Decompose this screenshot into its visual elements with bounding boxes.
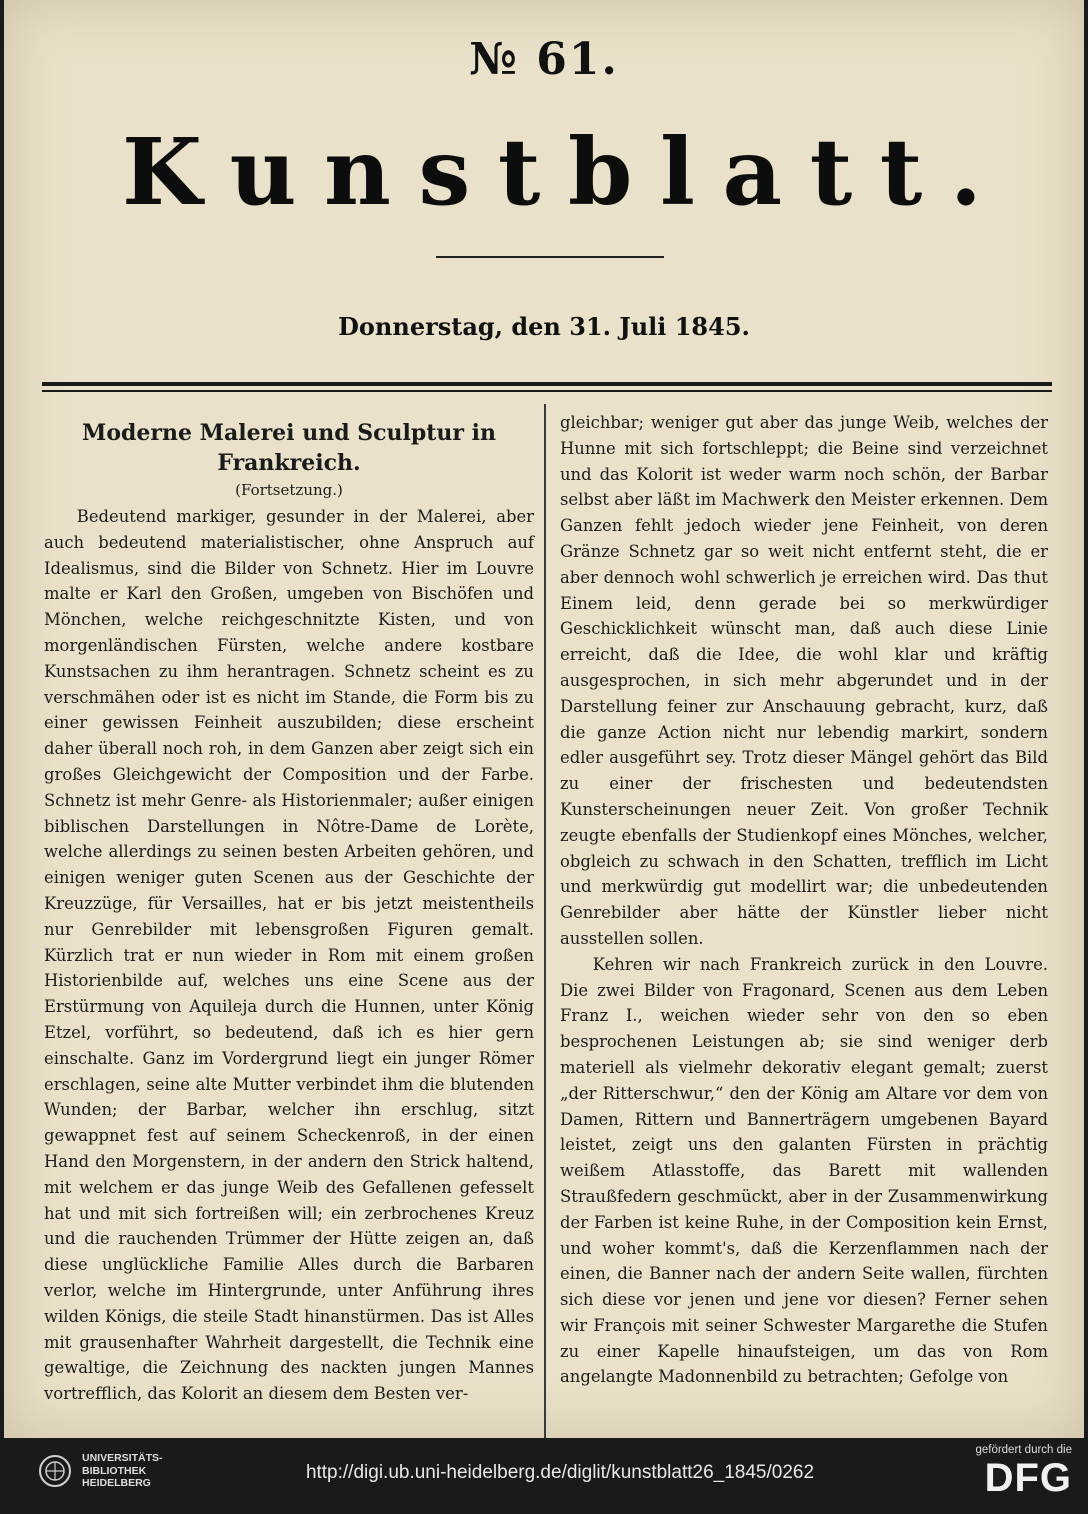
library-seal-icon [38, 1454, 72, 1488]
newspaper-page [4, 0, 1084, 1438]
header-rule-thin [42, 390, 1052, 392]
masthead-letter: t [809, 118, 853, 226]
library-name-line: BIBLIOTHEK [82, 1464, 147, 1477]
masthead-letter: . [949, 118, 982, 226]
permalink-url[interactable]: http://digi.ub.uni-heidelberg.de/diglit/kunstblatt26_1845/0262 [305, 1462, 815, 1483]
viewer-footer [0, 1438, 1088, 1514]
masthead-letter: s [418, 118, 471, 226]
column-divider [544, 404, 546, 1438]
library-logo[interactable] [38, 1452, 163, 1490]
paragraph: Bedeutend markiger, gesunder in der Malerei, aber auch bedeutend materialistischer, ohne Anspruch auf Idealismus, sind die Bilder von Schnetz. Hier im Louvre malte er Karl den Großen, umgeben von Bischöfen und Mönchen, welche reichgeschnitzte Kisten, und von morgenländischen Fürsten, welche andere kostbare Kunstsachen zu ihm herantragen. Schnetz scheint es zu verschmähen oder ist es nicht im Stande, die Form bis zu einer gewissen Feinheit auszubilden; diese erscheint daher überall noch roh, in dem Ganzen aber zeigt sich ein großes Gleichgewicht der Composition und der Farbe. Schnetz ist mehr Genre- als Historienmaler; außer einigen biblischen Darstellungen in Nôtre-Dame de Lorète, welche allerdings zu seinen besten Arbeiten gehören, und einigen weniger guten Scenen aus der Geschichte der Kreuzzüge, für Versailles, hat er bis jetzt meistentheils nur Genrebilder mit lebensgroßen Figuren gemalt. Kürzlich trat er nun wieder in Rom mit einem großen Historienbilde auf, welches uns eine Scene aus der Erstürmung von Aquileja durch die Hunnen, unter König Etzel, vorführt, so bedeutend, daß ich es hier gern einschalte. Ganz im Vordergrund liegt ein junger Römer erschlagen, seine alte Mutter verbindet ihm die blutenden Wunden; der Barbar, welcher ihn erschlug, sitzt gewappnet fest auf seinem Scheckenroß, in der einen Hand den Morgenstern, in der andern den Strick haltend, mit welchem er das junge Weib des Gefallenen gefesselt hat und mit sich fortreißen will; ein zerbrochenes Kreuz und die rauchenden Trümmer der Hütte zeigen an, daß diese unglückliche Familie Alles durch die Barbaren verlor, welche im Hintergrunde, unter Anführung ihres wilden Königs, die steile Stadt hinanstürmen. Das ist Alles mit grausenhafter Wahrheit dargestellt, die Technik eine gewaltige, die Zeichnung des nackten jungen Mannes vortrefflich, das Kolorit an diesem dem Besten ver- [44, 507, 534, 1404]
library-name-line: HEIDELBERG [82, 1477, 151, 1489]
right-column [560, 410, 1048, 1390]
left-column [44, 410, 534, 1407]
masthead-letter: K [122, 118, 202, 226]
dfg-logo: DFG [984, 1456, 1072, 1500]
masthead-rule [436, 256, 664, 258]
library-name [82, 1452, 163, 1490]
article-subtitle: (Fortsetzung.) [235, 481, 343, 499]
masthead-letter: a [722, 118, 783, 226]
library-name-line: UNIVERSITÄTS- [82, 1452, 163, 1464]
masthead-title [122, 118, 982, 226]
masthead-letter: t [497, 118, 541, 226]
masthead-letter: l [659, 118, 695, 226]
issue-number: № 61. [469, 34, 619, 85]
dateline: Donnerstag, den 31. Juli 1845. [338, 312, 750, 341]
masthead-letter: n [324, 118, 391, 226]
paragraph: Kehren wir nach Frankreich zurück in den Louvre. Die zwei Bilder von Fragonard, Scenen aus dem Leben Franz I., weichen wieder sehr von den so eben besprochenen Leistungen ab; sie sind weniger derb materiell als vielmehr dekorativ elegant gemalt; zuerst „der Ritterschwur,“ den der König am Altare vor dem von Damen, Rittern und Bannerträgern umgebenen Bayard leistet, zeigt uns den galanten Fürsten in prächtig weißem Atlasstoffe, das Barett mit wallenden Straußfedern geschmückt, aber in der Zusammenwirkung der Farben ist keine Ruhe, in der Composition kein Ernst, und woher kommt's, daß die Kerzenflammen nach der einen, die Banner nach der andern Seite wallen, fürchten sich diese vor jenen und jene vor diesen? Ferner sehen wir François mit seiner Schwester Margarethe die Stufen zu einer Kapelle hinaufsteigen, um das von Rom angelangte Madonnenbild zu betrachten; Gefolge von [560, 954, 1048, 1387]
funding-credit[interactable] [975, 1444, 1072, 1500]
article-title: Moderne Malerei und Sculptur in Frankreich. [81, 420, 497, 476]
masthead-letter: b [568, 118, 633, 226]
masthead-letter: u [229, 118, 297, 226]
header-rule-thick [42, 382, 1052, 386]
paragraph: gleichbar; weniger gut aber das junge Weib, welches der Hunne mit sich fortschleppt; die Beine sind verzeichnet und das Kolorit ist weder warm noch schön, der Barbar selbst aber läßt im Machwerk den Meister erkennen. Dem Ganzen fehlt jedoch wieder jene Feinheit, von deren Gränze Schnetz gar so weit nicht entfernt steht, die er aber dennoch wohl schwerlich je erreichen wird. Das thut Einem leid, denn gerade bei so merkwürdiger Geschicklichkeit wünscht man, daß auch diese Linie erreicht, daß die Idee, die wohl klar und kräftig ausgesprochen, in sich mehr abgerundet und in der Darstellung feiner zur Anschauung gebracht, kurz, daß die ganze Action nicht nur lebendig markirt, sondern edler ausgeführt sey. Trotz dieser Mängel gehört das Bild zu einer der frischesten und bedeutendsten Kunsterscheinungen neuer Zeit. Von großer Technik zeugte ebenfalls der Studienkopf eines Mönches, welcher, obgleich zu schwach in den Schatten, trefflich im Licht und merkwürdig gut modellirt war; die unbedeutenden Genrebilder aber hätte der Künstler lieber nicht ausstellen sollen. [560, 413, 1048, 948]
funding-label: gefördert durch die [975, 1444, 1072, 1456]
masthead-letter: t [879, 118, 923, 226]
